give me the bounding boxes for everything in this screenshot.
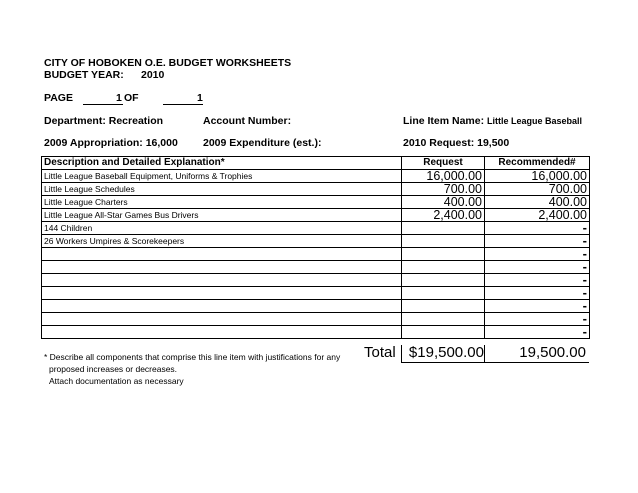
col-header-recommended: Recommended#	[485, 157, 590, 170]
row-request	[402, 313, 485, 326]
row-description	[42, 248, 402, 261]
table-row	[42, 274, 590, 287]
row-description	[42, 261, 402, 274]
table-row	[42, 248, 590, 261]
request-2010: 2010 Request: 19,500	[403, 137, 510, 149]
budget-year-label: BUDGET YEAR:	[44, 69, 124, 81]
row-request	[402, 326, 485, 339]
row-request	[402, 235, 485, 248]
appropriation-2009: 2009 Appropriation: 16,000	[44, 137, 178, 149]
row-description: Little League Charters	[42, 196, 402, 209]
table-row	[42, 196, 590, 209]
account-number-label: Account Number:	[203, 115, 292, 127]
table-row	[42, 313, 590, 326]
row-description	[42, 287, 402, 300]
row-request	[402, 274, 485, 287]
row-recommended: -	[485, 222, 590, 235]
row-recommended: -	[485, 326, 590, 339]
page-current: 1	[116, 92, 122, 104]
row-description: 26 Workers Umpires & Scorekeepers	[42, 235, 402, 248]
total-divider-mid	[484, 345, 485, 362]
line-item-value: Little League Baseball	[487, 116, 583, 126]
table-row	[42, 183, 590, 196]
row-recommended: 2,400.00	[485, 209, 590, 222]
total-divider-left	[401, 345, 402, 362]
expenditure-2009-label: 2009 Expenditure (est.):	[203, 137, 322, 149]
row-description	[42, 313, 402, 326]
table-row	[42, 170, 590, 183]
row-description: Little League Baseball Equipment, Uniforms & Trophies	[42, 170, 402, 183]
row-request: 400.00	[402, 196, 485, 209]
row-request: 700.00	[402, 183, 485, 196]
row-recommended: 400.00	[485, 196, 590, 209]
row-request	[402, 222, 485, 235]
row-description: 144 Children	[42, 222, 402, 235]
note-line-2: proposed increases or decreases.	[49, 364, 178, 374]
total-request: $19,500.00	[408, 344, 484, 361]
row-description	[42, 274, 402, 287]
row-request	[402, 261, 485, 274]
row-description: Little League All-Star Games Bus Drivers	[42, 209, 402, 222]
page-total: 1	[197, 92, 203, 104]
of-label: OF	[124, 92, 139, 104]
row-recommended: -	[485, 248, 590, 261]
total-label: Total	[364, 344, 396, 361]
note-line-3: Attach documentation as necessary	[49, 376, 184, 386]
department-label: Department: Recreation	[44, 115, 164, 127]
table-header-row	[42, 157, 590, 170]
note-line-1: * Describe all components that comprise this line item with justifications for any	[44, 352, 341, 362]
row-recommended: 700.00	[485, 183, 590, 196]
row-description: Little League Schedules	[42, 183, 402, 196]
row-request	[402, 248, 485, 261]
row-recommended: -	[485, 261, 590, 274]
table-row	[42, 326, 590, 339]
table-row	[42, 300, 590, 313]
row-recommended: -	[485, 313, 590, 326]
row-recommended: -	[485, 300, 590, 313]
table-row	[42, 222, 590, 235]
total-recommended: 19,500.00	[519, 344, 586, 361]
row-recommended: 16,000.00	[485, 170, 590, 183]
col-header-description: Description and Detailed Explanation*	[42, 157, 402, 170]
row-recommended: -	[485, 235, 590, 248]
row-description	[42, 300, 402, 313]
table-row	[42, 235, 590, 248]
row-request: 2,400.00	[402, 209, 485, 222]
page-current-underline	[83, 104, 123, 105]
row-request	[402, 300, 485, 313]
line-item-label: Line Item Name:	[403, 115, 485, 127]
table-row	[42, 209, 590, 222]
table-row	[42, 261, 590, 274]
col-header-request: Request	[402, 157, 485, 170]
row-request: 16,000.00	[402, 170, 485, 183]
row-recommended: -	[485, 274, 590, 287]
worksheet-title: CITY OF HOBOKEN O.E. BUDGET WORKSHEETS	[44, 57, 292, 69]
budget-year-value: 2010	[141, 69, 165, 81]
budget-table	[41, 156, 590, 339]
page-label: PAGE	[44, 92, 73, 104]
row-description	[42, 326, 402, 339]
page-total-underline	[163, 104, 203, 105]
table-row	[42, 287, 590, 300]
row-request	[402, 287, 485, 300]
total-underline	[401, 362, 589, 363]
row-recommended: -	[485, 287, 590, 300]
